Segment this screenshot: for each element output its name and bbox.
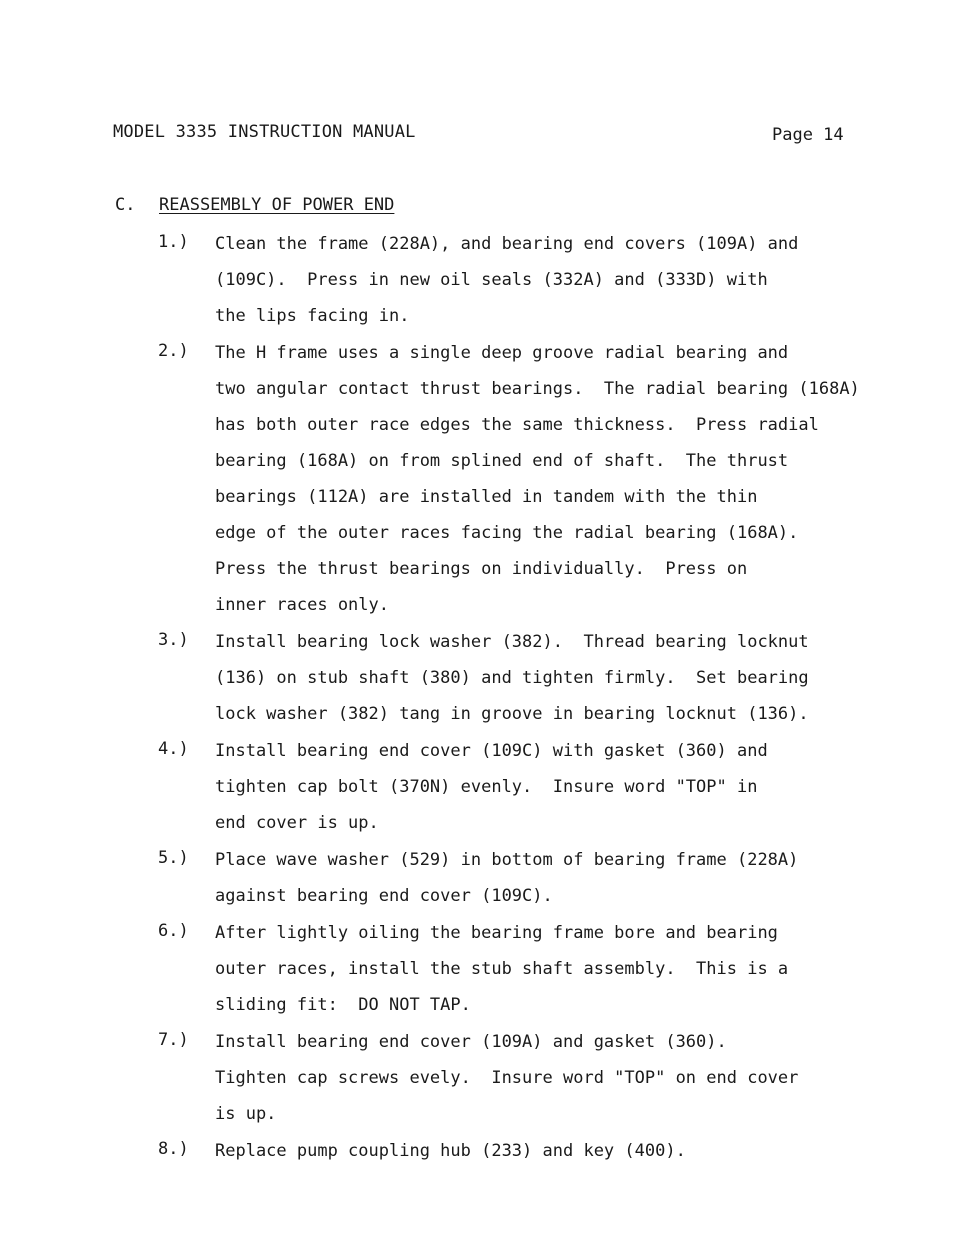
step-text-line: Install bearing end cover (109A) and gasket (360). xyxy=(215,1032,727,1052)
step-number: 5.) xyxy=(158,848,189,868)
step-number: 1.) xyxy=(158,232,189,252)
section-title: REASSEMBLY OF POWER END xyxy=(159,195,395,215)
step-text xyxy=(215,232,928,340)
step-number: 8.) xyxy=(158,1139,189,1159)
step-text-line: against bearing end cover (109C). xyxy=(215,886,553,906)
step-number: 6.) xyxy=(158,921,189,941)
step-item xyxy=(158,739,928,847)
step-text-line: outer races, install the stub shaft assembly. This is a xyxy=(215,959,789,979)
step-text-line: bearings (112A) are installed in tandem with the thin xyxy=(215,487,758,507)
step-text-line: inner races only. xyxy=(215,595,389,615)
step-text xyxy=(215,1139,928,1175)
step-text-line: has both outer race edges the same thickness. Press radial xyxy=(215,415,819,435)
section-letter: C. xyxy=(115,195,136,215)
step-text-line: Clean the frame (228A), and bearing end covers (109A) and xyxy=(215,234,799,254)
step-text-line: Place wave washer (529) in bottom of bearing frame (228A) xyxy=(215,850,799,870)
step-text-line: sliding fit: DO NOT TAP. xyxy=(215,995,471,1015)
step-number: 2.) xyxy=(158,341,189,361)
step-item xyxy=(158,921,928,1029)
manual-title: MODEL 3335 INSTRUCTION MANUAL xyxy=(113,122,416,142)
step-text-line: Replace pump coupling hub (233) and key (400). xyxy=(215,1141,686,1161)
step-text-line: edge of the outer races facing the radial bearing (168A). xyxy=(215,523,799,543)
step-text-line: Install bearing lock washer (382). Thread bearing locknut xyxy=(215,632,809,652)
step-item xyxy=(158,1030,928,1138)
step-text-line: Tighten cap screws evely. Insure word "TOP" on end cover xyxy=(215,1068,799,1088)
step-item xyxy=(158,1139,928,1175)
step-text xyxy=(215,1030,928,1138)
step-item xyxy=(158,232,928,340)
step-text-line: After lightly oiling the bearing frame bore and bearing xyxy=(215,923,778,943)
step-text xyxy=(215,921,928,1029)
page-number: Page 14 xyxy=(772,125,844,145)
instruction-steps-list xyxy=(158,232,928,1176)
step-text-line: the lips facing in. xyxy=(215,306,410,326)
step-text-line: end cover is up. xyxy=(215,813,379,833)
step-text-line: (136) on stub shaft (380) and tighten firmly. Set bearing xyxy=(215,668,809,688)
step-item xyxy=(158,848,928,920)
step-text-line: Install bearing end cover (109C) with gasket (360) and xyxy=(215,741,768,761)
step-number: 4.) xyxy=(158,739,189,759)
step-text-line: bearing (168A) on from splined end of shaft. The thrust xyxy=(215,451,789,471)
step-text-line: is up. xyxy=(215,1104,277,1124)
step-number: 7.) xyxy=(158,1030,189,1050)
step-text-line: tighten cap bolt (370N) evenly. Insure word "TOP" in xyxy=(215,777,758,797)
step-text-line: Press the thrust bearings on individually. Press on xyxy=(215,559,748,579)
section-heading xyxy=(115,195,394,215)
step-text-line: lock washer (382) tang in groove in bearing locknut (136). xyxy=(215,704,809,724)
step-text xyxy=(215,630,928,738)
step-text xyxy=(215,739,928,847)
step-text-line: (109C). Press in new oil seals (332A) and (333D) with xyxy=(215,270,768,290)
step-text xyxy=(215,848,928,920)
step-number: 3.) xyxy=(158,630,189,650)
step-item xyxy=(158,630,928,738)
step-item xyxy=(158,341,928,629)
step-text-line: The H frame uses a single deep groove radial bearing and xyxy=(215,343,789,363)
step-text-line: two angular contact thrust bearings. The radial bearing (168A) xyxy=(215,379,860,399)
step-text xyxy=(215,341,928,629)
